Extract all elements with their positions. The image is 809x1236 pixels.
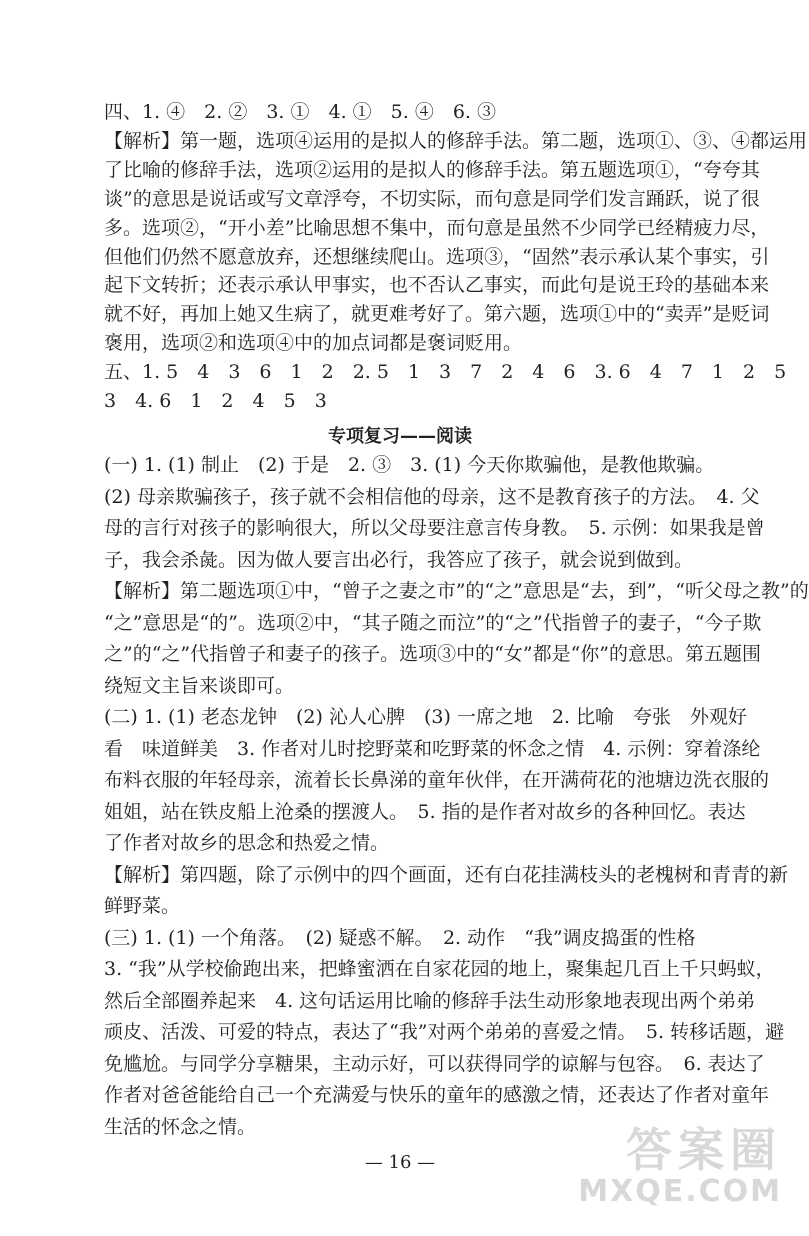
section-title: 专项复习——阅读 xyxy=(328,426,472,447)
text-line: 五、1. 5 4 3 6 1 2 2. 5 1 3 7 2 4 6 3. 6 4 7 1 2 5 xyxy=(104,361,787,384)
text-line: 鲜野菜。 xyxy=(104,895,181,917)
text-line: 姐姐，站在铁皮船上沧桑的摆渡人。 5. 指的是作者对故乡的各种回忆。表达 xyxy=(104,800,746,823)
text-line: 【解析】第二题选项①中，“曾子之妻之市”的“之”意思是“去，到”，“听父母之教”的 xyxy=(104,580,809,602)
text-line: 但他们仍然不愿意放弃，还想继续爬山。选项③，“固然”表示承认某个事实，引 xyxy=(104,245,770,268)
text-line: 3 4. 6 1 2 4 5 3 xyxy=(104,390,327,412)
text-line: 起下文转折；还表示承认甲事实，也不否认乙事实，而此句是说王玲的基础本来 xyxy=(104,274,770,297)
text-line: 多。选项②，“开小差”比喻思想不集中，而句意是虽然不少同学已经精疲力尽， xyxy=(104,216,770,239)
text-line: 四、1. ④ 2. ② 3. ① 4. ① 5. ④ 6. ③ xyxy=(104,101,497,123)
text-line: 绕短文主旨来谈即可。 xyxy=(104,674,295,697)
text-line: 【解析】第一题，选项④运用的是拟人的修辞手法。第二题，选项①、③、④都运用 xyxy=(104,129,808,152)
text-line: (二) 1. (1) 老态龙钟 (2) 沁人心脾 (3) 一席之地 2. 比喻 夸张 外观好 xyxy=(104,706,748,728)
text-line: 生活的怀念之情。 xyxy=(104,1115,257,1138)
text-line: (一) 1. (1) 制止 (2) 于是 2. ③ 3. (1) 今天你欺骗他，是教他欺骗。 xyxy=(104,454,715,476)
text-line: 子，我会杀彘。因为做人要言出必行，我答应了孩子，就会说到做到。 xyxy=(104,548,694,571)
text-line: (2) 母亲欺骗孩子，孩子就不会相信他的母亲，这不是教育孩子的方法。 4. 父 xyxy=(104,485,760,508)
watermark-text-top: 答案圈 xyxy=(626,1123,782,1177)
text-line: 免尴尬。与同学分享糖果，主动示好，可以获得同学的谅解与包容。 6. 表达了 xyxy=(104,1052,765,1075)
text-line: 【解析】第四题，除了示例中的四个画面，还有白花挂满枝头的老槐树和青青的新 xyxy=(104,863,789,886)
watermark-text-bottom: MXQE.COM xyxy=(578,1174,782,1209)
text-line: 顽皮、活泼、可爱的特点，表达了“我”对两个弟弟的喜爱之情。 5. 转移话题，避 xyxy=(104,1021,785,1043)
text-line: “之”意思是“的”。选项②中，“其子随之而泣”的“之”代指曾子的妻子，“今子欺 xyxy=(104,611,762,634)
text-line: 母的言行对孩子的影响很大，所以父母要注意言传身教。 5. 示例：如果我是曾 xyxy=(104,517,765,539)
text-line: 作者对爸爸能给自己一个充满爱与快乐的童年的感激之情，还表达了作者对童年 xyxy=(104,1084,770,1106)
text-line: 了比喻的修辞手法，选项②运用的是拟人的修辞手法。第五题选项①，“夸夸其 xyxy=(104,158,760,181)
text-line: 布料衣服的年轻母亲，流着长长鼻涕的童年伙伴，在开满荷花的池塘边洗衣服的 xyxy=(104,769,770,791)
text-line: 就不好，再加上她又生病了，就更难考好了。第六题，选项①中的“卖弄”是贬词 xyxy=(104,303,770,326)
watermark-logo xyxy=(532,1114,782,1224)
text-line: (三) 1. (1) 一个角落。 (2) 疑惑不解。 2. 动作 “我”调皮捣蛋的性格 xyxy=(104,926,696,949)
text-line: 然后全部圈养起来 4. 这句话运用比喻的修辞手法生动形象地表现出两个弟弟 xyxy=(104,989,756,1012)
text-line: 了作者对故乡的思念和热爱之情。 xyxy=(104,832,390,854)
text-line: 褒用，选项②和选项④中的加点词都是褒词贬用。 xyxy=(104,332,523,355)
text-line: 之”的“之”代指曾子和妻子的孩子。选项③中的“女”都是“你”的意思。第五题围 xyxy=(104,643,761,665)
text-line: 看 味道鲜美 3. 作者对儿时挖野菜和吃野菜的怀念之情 4. 示例：穿着涤纶 xyxy=(104,737,761,760)
text-line: 谈”的意思是说话或写文章浮夸，不切实际，而句意是同学们发言踊跃，说了很 xyxy=(104,187,760,210)
page-number: — 16 — xyxy=(364,1152,436,1173)
text-line: 3. “我”从学校偷跑出来，把蜂蜜洒在自家花园的地上，聚集起几百上千只蚂蚁， xyxy=(104,958,775,980)
